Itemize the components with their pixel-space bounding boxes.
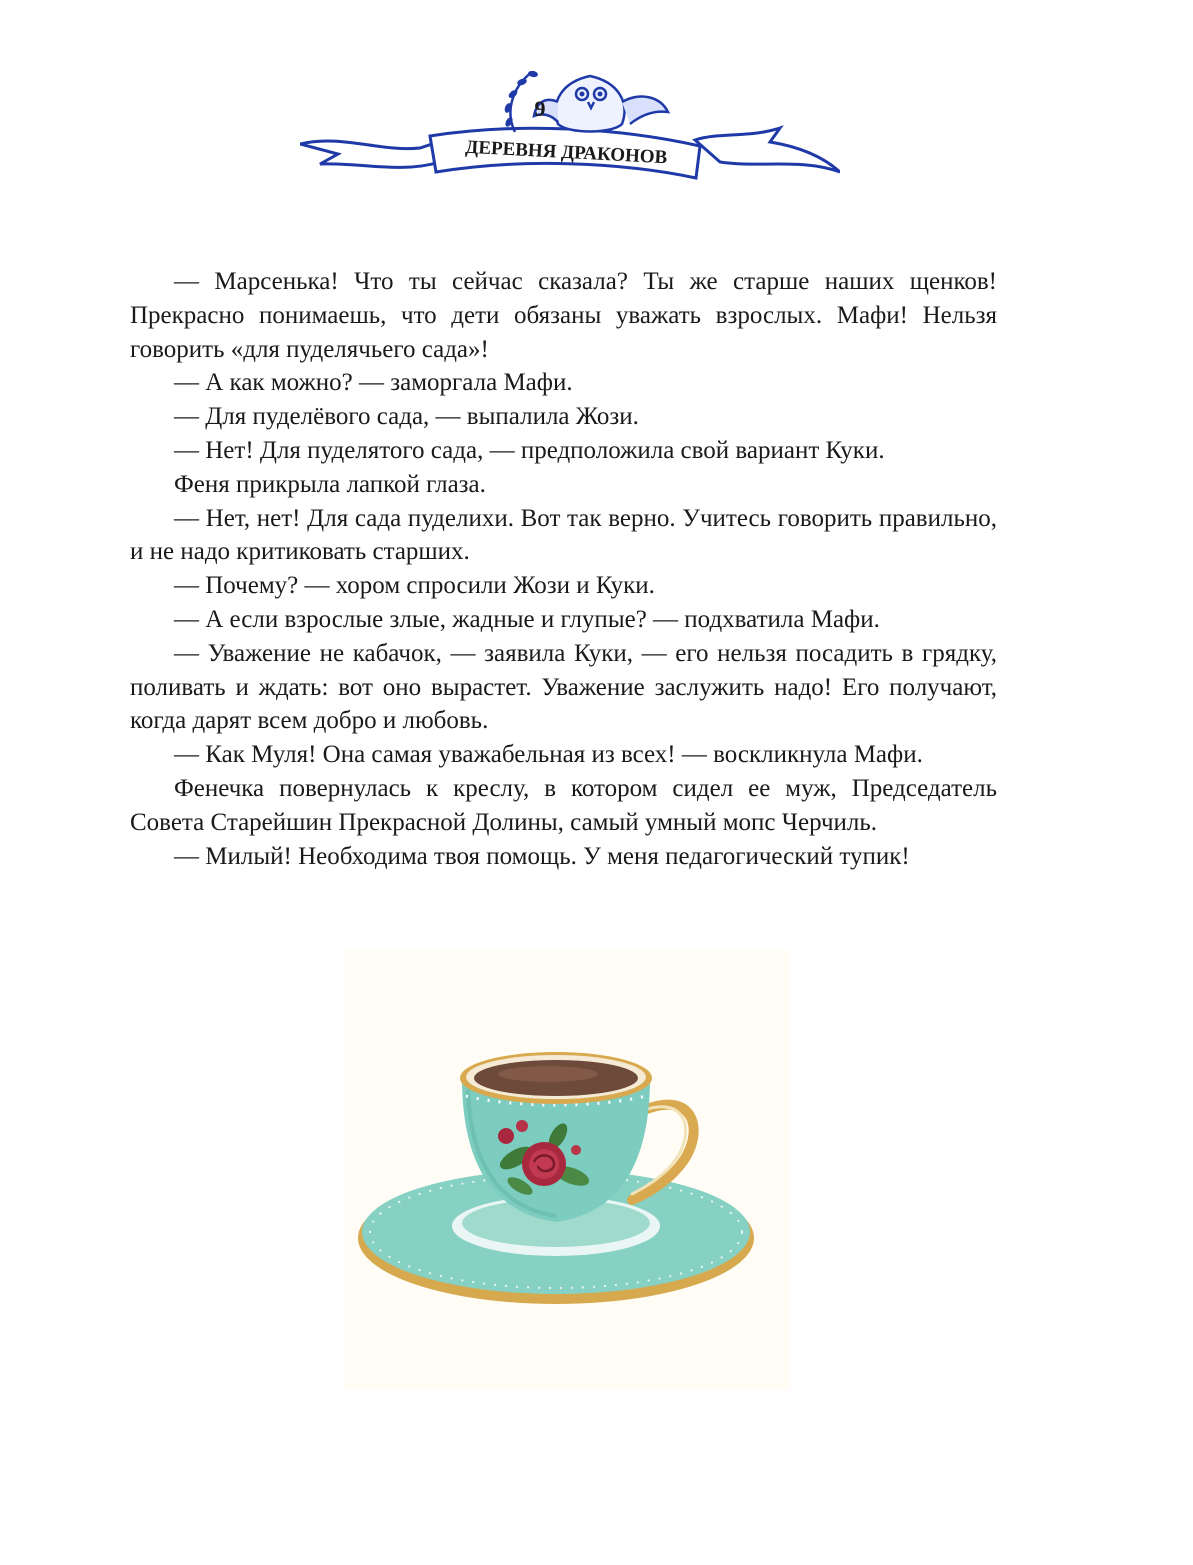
owl-on-ribbon-banner-icon — [300, 62, 840, 192]
paragraph: — А если взрослые злые, жадные и глупые? — подхватила Мафи. — [174, 605, 880, 633]
paragraph: — Уважение не кабачок, — заявила Куки, — его нельзя посадить в грядку, поливать и ждать: вот оно вырастет. Уважение заслужить надо! Его получают, когда дарят всем добро и любовь. — [130, 639, 997, 735]
paragraph: — Как Муля! Она самая уважабельная из всех! — воскликнула Мафи. — [174, 741, 923, 769]
paragraph: — Почему? — хором спросили Жози и Куки. — [174, 572, 655, 600]
page-number: 9 — [534, 96, 546, 121]
chapter-title: ДЕРЕВНЯ ДРАКОНОВ — [464, 136, 668, 169]
paragraph: — Марсенька! Что ты сейчас сказала? Ты же старше наших щенков! Прекрасно понимаешь, что дети обязаны уважать взрослых. Мафи! Нельзя говорить «для пуделячьего сада»! — [130, 268, 997, 363]
paragraph: Фенечка повернулась к креслу, в котором сидел ее муж, Председатель Совета Старейшин Прекрасной Долины, самый умный мопс Черчиль. — [130, 774, 997, 836]
paragraph: — Для пуделёвого сада, — выпалила Жози. — [174, 403, 639, 431]
paragraph: — Милый! Необходима твоя помощь. У меня педагогический тупик! — [174, 842, 910, 870]
paragraph: — Нет! Для пуделятого сада, — предположила свой вариант Куки. — [174, 436, 885, 464]
paragraph: Феня прикрыла лапкой глаза. — [174, 470, 486, 498]
chapter-header — [300, 62, 840, 192]
paragraph: — Нет, нет! Для сада пуделихи. Вот так верно. Учитесь говорить правильно, и не надо критиковать старших. — [130, 504, 997, 566]
paragraph: — А как можно? — заморгала Мафи. — [174, 369, 573, 397]
story-text — [130, 265, 997, 873]
teacup-illustration — [344, 950, 790, 1390]
teacup-with-rose-icon — [344, 950, 790, 1390]
